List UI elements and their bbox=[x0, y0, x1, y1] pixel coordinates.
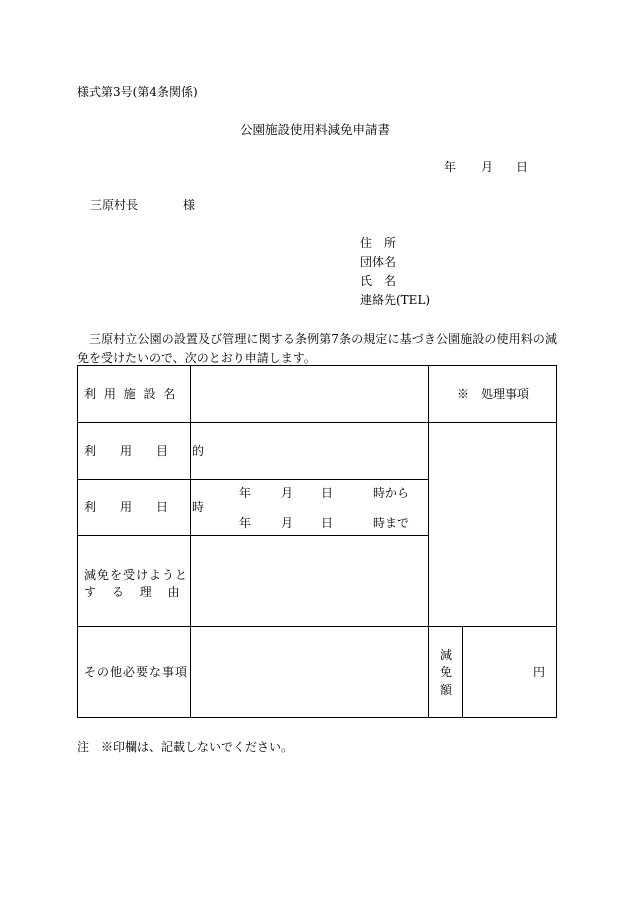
row-label-facility: 利 用 施 設 名 bbox=[84, 387, 178, 401]
footnote: 注 ※印欄は、記載しないでください。 bbox=[77, 740, 294, 754]
row-label-other: その他必要な事項 bbox=[84, 665, 189, 679]
table-divider bbox=[190, 365, 191, 718]
yen-unit: 円 bbox=[533, 665, 546, 679]
from-time-label: 時から bbox=[373, 486, 410, 500]
addressee-honorific: 様 bbox=[183, 198, 196, 212]
date-day-label: 日 bbox=[516, 160, 529, 174]
date-month-label: 月 bbox=[481, 160, 494, 174]
reduction-label-char-3: 額 bbox=[440, 683, 453, 697]
row-label-reason-line1: 減免を受けようと bbox=[84, 568, 189, 582]
table-border-left bbox=[77, 365, 78, 718]
table-divider bbox=[77, 479, 429, 480]
reduction-label-char-2: 免 bbox=[440, 665, 453, 679]
application-statement: 三原村立公園の設置及び管理に関する条例第7条の規定に基づき公園施設の使用料の減免を受けたいので、次のとおり申請します。 bbox=[77, 332, 557, 365]
applicant-address-label: 住 所 bbox=[360, 236, 397, 250]
document-title: 公園施設使用料減免申請書 bbox=[239, 122, 390, 137]
row-label-purpose: 利 用 目 的 bbox=[84, 444, 205, 458]
table-border-right bbox=[556, 365, 557, 718]
reduction-label-char-1: 減 bbox=[440, 648, 453, 662]
row-label-reason-line2: す る 理 由 bbox=[84, 585, 180, 599]
applicant-name-label: 氏 名 bbox=[360, 274, 397, 288]
applicant-group-label: 団体名 bbox=[360, 255, 397, 269]
table-divider bbox=[77, 422, 557, 423]
table-border-top bbox=[77, 365, 557, 366]
date-year-label: 年 bbox=[444, 160, 457, 174]
processing-header: ※ 処理事項 bbox=[457, 387, 530, 401]
table-border-bottom bbox=[77, 717, 557, 718]
to-day-label: 日 bbox=[321, 516, 334, 530]
table-divider bbox=[77, 626, 557, 627]
addressee-name: 三原村長 bbox=[90, 198, 139, 212]
form-number: 様式第3号(第4条関係) bbox=[77, 85, 198, 99]
applicant-contact-label: 連絡先(TEL) bbox=[360, 293, 431, 307]
to-year-label: 年 bbox=[239, 516, 252, 530]
row-label-datetime: 利 用 日 時 bbox=[84, 500, 205, 514]
to-time-label: 時まで bbox=[373, 516, 410, 530]
from-month-label: 月 bbox=[281, 486, 294, 500]
from-year-label: 年 bbox=[239, 486, 252, 500]
table-divider bbox=[428, 365, 429, 718]
table-divider bbox=[77, 535, 429, 536]
table-divider bbox=[462, 626, 463, 718]
to-month-label: 月 bbox=[281, 516, 294, 530]
from-day-label: 日 bbox=[321, 486, 334, 500]
